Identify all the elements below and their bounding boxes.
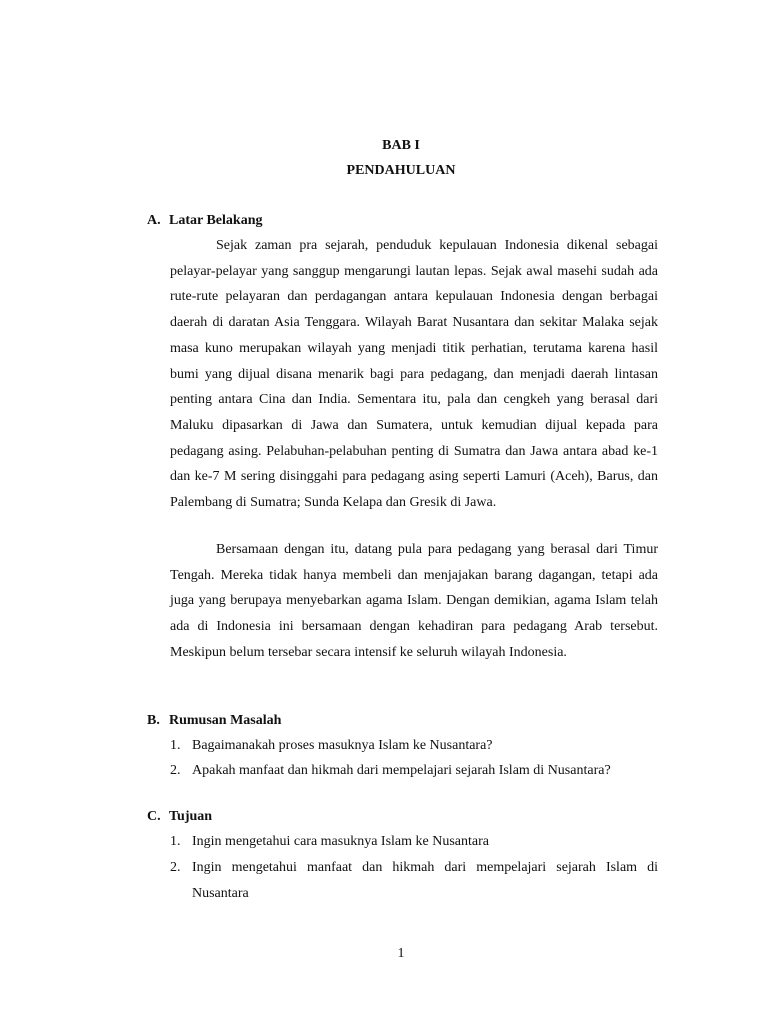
list-text: Ingin mengetahui manfaat dan hikmah dari mempelajari sejarah Islam di Nusantara	[192, 860, 658, 901]
section-letter: B.	[147, 713, 160, 728]
list-text: Apakah manfaat dan hikmah dari mempelajari sejarah Islam di Nusantara?	[192, 763, 611, 778]
page-number: 1	[397, 946, 405, 961]
list-item	[170, 855, 658, 907]
paragraph: Sejak zaman pra sejarah, penduduk kepulauan Indonesia dikenal sebagai pelayar-pelayar yang sanggup mengarungi lautan lepas. Sejak awal masehi sudah ada rute-rute pelayaran dan perdagangan antara kepulauan Indonesia dengan berbagai daerah di daratan Asia Tenggara. Wilayah Barat Nusantara dan sekitar Malaka sejak masa kuno merupakan wilayah yang menjadi titik perhatian, terutama karena hasil bumi yang dijual disana menarik bagi para pedagang, dan menjadi daerah lintasan penting antara Cina dan India. Sementara itu, pala dan cengkeh yang berasal dari Maluku dipasarkan di Jawa dan Sumatera, untuk kemudian dijual kepada para pedagang asing. Pelabuhan-pelabuhan penting di Sumatra dan Jawa antara abad ke-1 dan ke-7 M sering disinggahi para pedagang asing seperti Lamuri (Aceh), Barus, dan Palembang di Sumatra; Sunda Kelapa dan Gresik di Jawa.	[170, 238, 658, 511]
chapter-title: PENDAHULUAN	[346, 163, 456, 178]
list-item	[170, 758, 658, 784]
section-title: Rumusan Masalah	[169, 713, 282, 728]
section-title: Tujuan	[169, 809, 213, 824]
list-number: 1.	[170, 834, 181, 849]
list-item	[170, 829, 658, 855]
section-heading-tujuan	[147, 808, 212, 826]
section-letter: A.	[147, 213, 161, 228]
section-letter: C.	[147, 809, 161, 824]
list-text: Ingin mengetahui cara masuknya Islam ke Nusantara	[192, 834, 490, 849]
chapter-label: BAB I	[382, 138, 420, 153]
section-title: Latar Belakang	[169, 213, 263, 228]
section-heading-rumusan-masalah	[147, 712, 281, 730]
paragraph: Bersamaan dengan itu, datang pula para pedagang yang berasal dari Timur Tengah. Mereka tidak hanya membeli dan menjajakan barang dagangan, tetapi ada juga yang berupaya menyebarkan agama Islam. Dengan demikian, agama Islam telah ada di Indonesia ini bersamaan dengan kehadiran para pedagang Arab tersebut. Meskipun belum tersebar secara intensif ke seluruh wilayah Indonesia.	[170, 542, 658, 660]
list-number: 2.	[170, 860, 181, 875]
section-heading-latar-belakang	[147, 212, 262, 230]
list-item	[170, 733, 658, 759]
list-number: 1.	[170, 738, 181, 753]
list-text: Bagaimanakah proses masuknya Islam ke Nusantara?	[192, 738, 493, 753]
list-number: 2.	[170, 763, 181, 778]
